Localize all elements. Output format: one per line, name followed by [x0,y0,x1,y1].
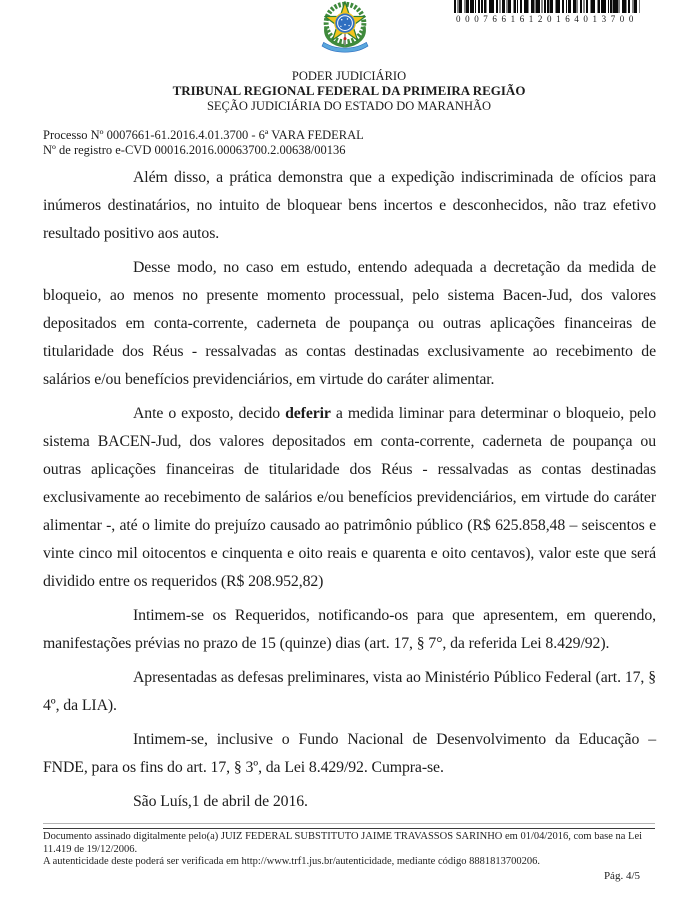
footer-rule-dark [43,828,655,829]
barcode [452,0,642,24]
barcode-digits: 00076616120164013700 [456,14,638,24]
paragraph-3 [43,400,656,596]
paragraph-3-bold-word: deferir [285,405,331,422]
paragraph-6: Intimem-se, inclusive o Fundo Nacional de Desenvolvimento da Educação – FNDE, para os fins do art. 17, § 3º, da Lei 8.429/92. Cumpra-se. [43,731,656,776]
registry-number-line: Nº de registro e-CVD 00016.2016.00063700.2.00638/00136 [43,142,346,157]
judiciary-title: PODER JUDICIÁRIO [291,69,407,83]
judicial-section-title: SEÇÃO JUDICIÁRIA DO ESTADO DO MARANHÃO [206,99,492,113]
process-identification [43,128,364,157]
paragraph-4: Intimem-se os Requeridos, notificando-os para que apresentem, em querendo, manifestações prévias no prazo de 15 (quinze) dias (art. 17, § 7°, da referida Lei 8.429/92). [43,607,656,652]
decision-body [43,164,656,822]
paragraph-3-before: Ante o exposto, decido [133,405,286,422]
letterhead [0,69,698,113]
authenticity-statement: A autenticidade deste poderá ser verificada em http://www.trf1.jus.br/autenticidade, mediante código 8881813700206. [43,856,541,867]
tribunal-title: TRIBUNAL REGIONAL FEDERAL DA PRIMEIRA REGIÃO [172,83,526,98]
place-date-line: São Luís,1 de abril de 2016. [133,793,308,810]
brazil-coat-of-arms-icon [304,0,386,56]
paragraph-2: Desse modo, no caso em estudo, entendo adequada a decretação da medida de bloqueio, ao menos no presente momento processual, pelo sistema Bacen-Jud, dos valores depositados em conta-corrente, caderneta de poupança ou outras aplicações financeiras de titularidade dos Réus - ressalvadas as contas destinadas exclusivamente ao recebimento de salários e/ou benefícios previdenciários, em virtude do caráter alimentar. [43,259,656,388]
footer-rule-light [43,823,655,824]
paragraph-1: Além disso, a prática demonstra que a expedição indiscriminada de ofícios para inúmeros destinatários, no intuito de bloquear bens incertos e desconhecidos, não traz efetivo resultado positivo aos autos. [43,169,656,242]
page-number: Pág. 4/5 [603,870,640,882]
process-number-line: Processo Nº 0007661-61.2016.4.01.3700 - 6ª VARA FEDERAL [43,128,364,142]
signature-statement: Documento assinado digitalmente pelo(a) JUIZ FEDERAL SUBSTITUTO JAIME TRAVASSOS SARINHO em 01/04/2016, com base na Lei 11.419 de 19/12/2006. [43,831,643,855]
digital-signature-footer [43,831,656,869]
barcode-bars-icon [454,0,640,13]
paragraph-3-after: a medida liminar para determinar o bloqueio, pelo sistema BACEN-Jud, dos valores depositados em conta-corrente, caderneta de poupança ou outras aplicações financeiras de titularidade dos Réus - ressalvadas as contas destinadas exclusivamente ao recebimento de salários e/ou benefícios previdenciários, em virtude do caráter alimentar -, até o limite do prejuízo causado ao patrimônio público (R$ 625.858,48 – seiscentos e vinte cinco mil oitocentos e cinquenta e oito reais e quarenta e oito centavos), valor este que será dividido entre os requeridos (R$ 208.952,82) [43,405,656,590]
paragraph-5: Apresentadas as defesas preliminares, vista ao Ministério Público Federal (art. 17, § 4º, da LIA). [43,669,656,714]
